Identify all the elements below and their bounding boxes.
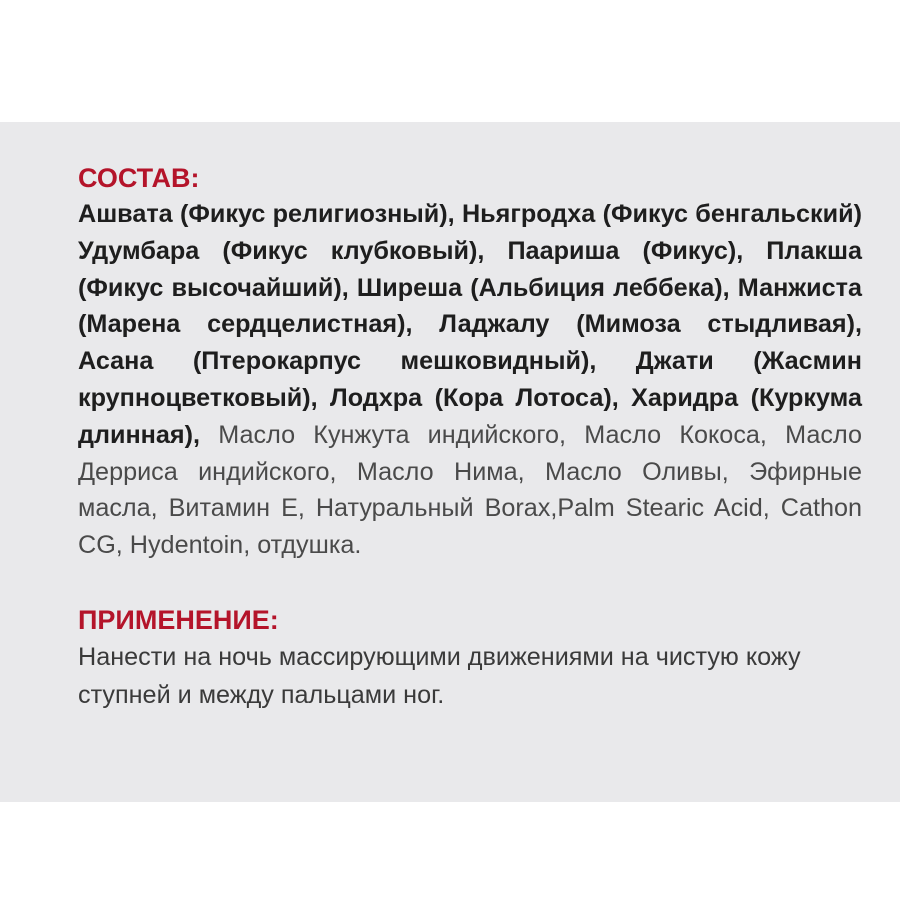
composition-heading: СОСТАВ: (78, 163, 200, 193)
composition-herbal-ingredients: Ашвата (Фикус религиозный), Ньягродха (Фикус бенгальский) Удумбара (Фикус клубковый), Паариша (Фикус), Плакша (Фикус высочайший), Ширеша (Альбиция леббека), Манжиста (Марена сердцелистная), Ладжалу (Мимоза стыдливая), Асана (Птерокарпус мешковидный), Джати (Жасмин крупноцветковый), Лодхра (Кора Лотоса), Харидра (Куркума длинная), (78, 200, 862, 449)
usage-text: Нанести на ночь массирующими движениями на чистую кожу ступней и между пальцами ног. (78, 642, 801, 709)
composition-text (78, 196, 862, 564)
usage-heading: ПРИМЕНЕНИЕ: (78, 604, 279, 635)
composition-other-ingredients: Масло Кунжута индийского, Масло Кокоса, Масло Дерриса индийского, Масло Нима, Масло Оливы, Эфирные масла, Витамин Е, Натуральный Borax,Palm Stearic Acid, Cathon CG, Hydentoin, отдушка. (78, 420, 862, 560)
product-label (78, 160, 862, 714)
